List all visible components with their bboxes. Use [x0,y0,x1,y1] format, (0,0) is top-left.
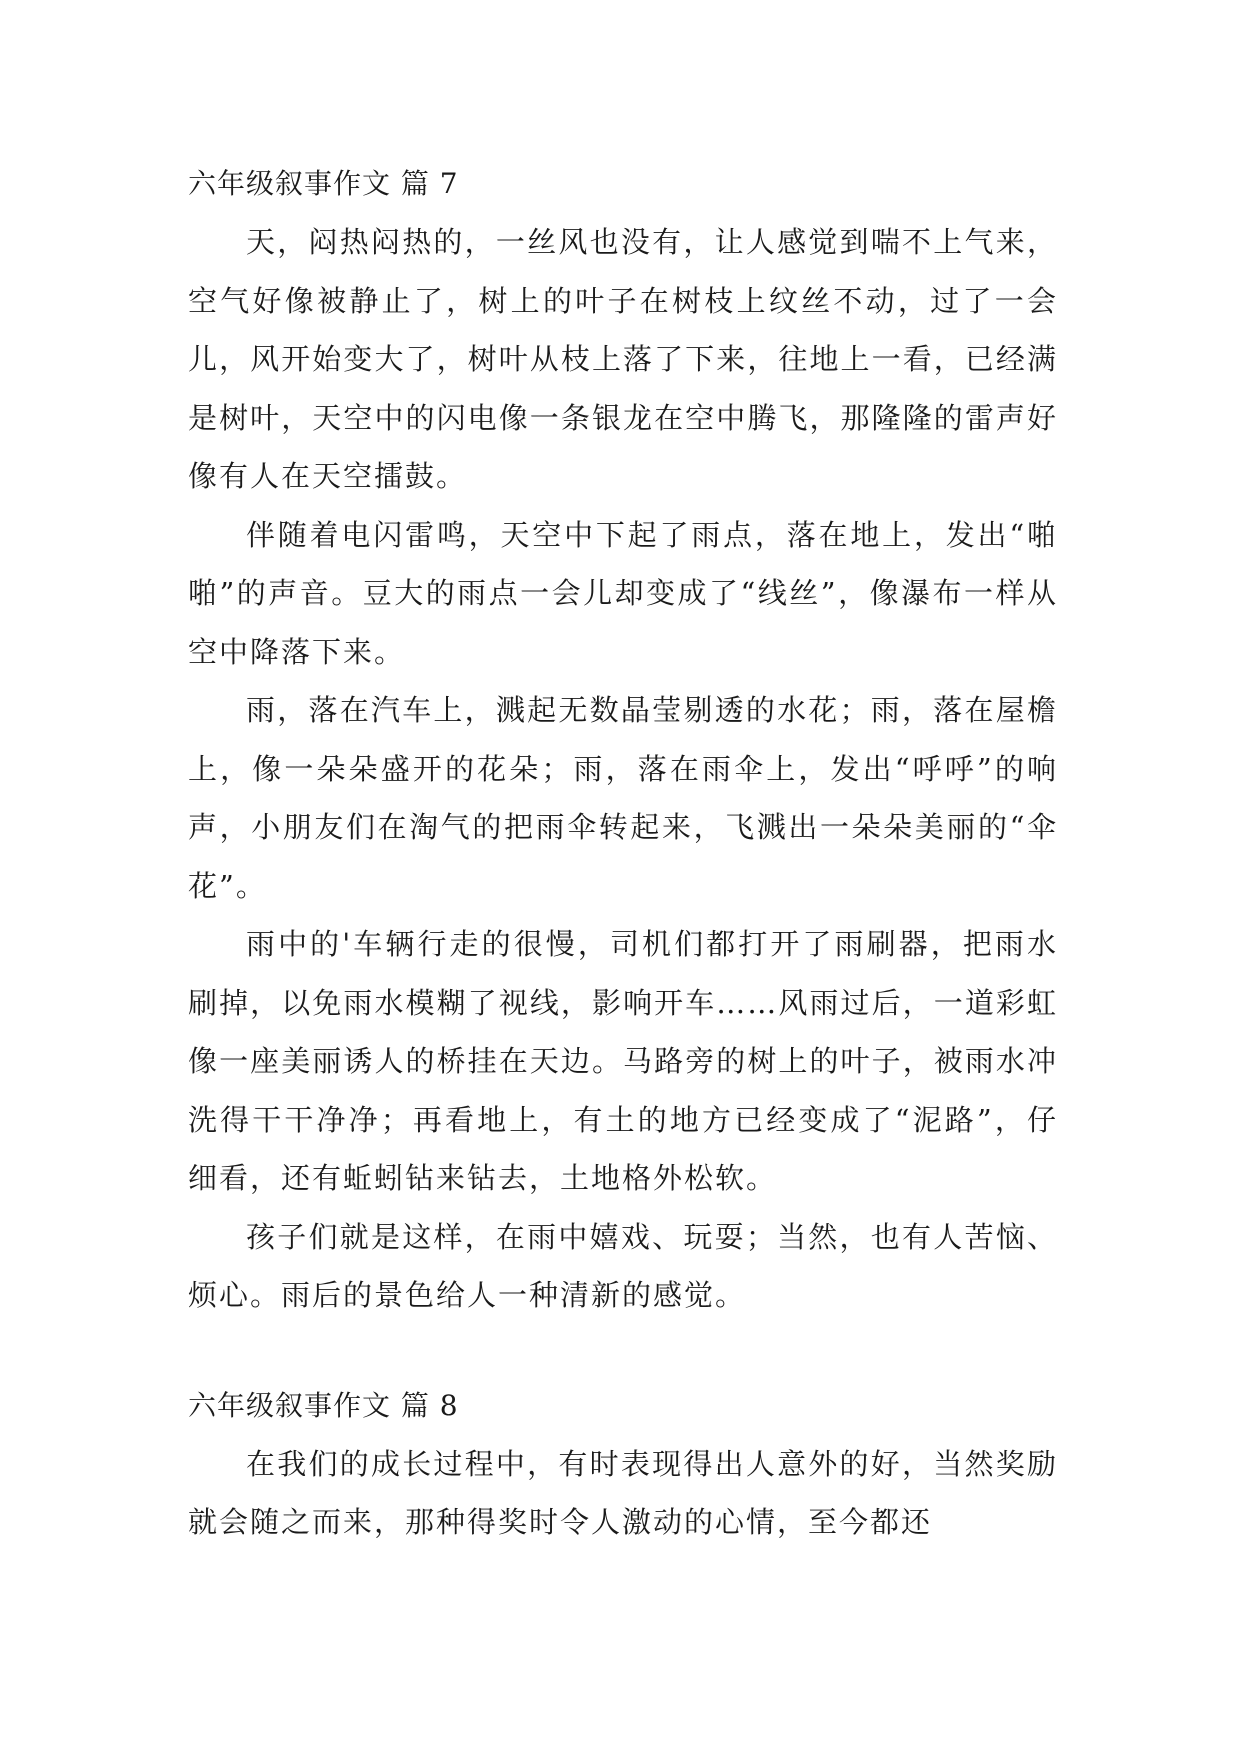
paragraph: 雨，落在汽车上，溅起无数晶莹剔透的水花；雨，落在屋檐上，像一朵朵盛开的花朵；雨，落在雨伞上，发出“呼呼”的响声，小朋友们在淘气的把雨伞转起来，飞溅出一朵朵美丽的“伞花”。 [188,693,1058,903]
paragraph: 孩子们就是这样，在雨中嬉戏、玩耍；当然，也有人苦恼、烦心。雨后的景色给人一种清新的感觉。 [188,1219,1058,1312]
essay-section-8 [188,1377,1058,1552]
paragraph: 雨中的'车辆行走的很慢，司机们都打开了雨刷器，把雨水刷掉，以免雨水模糊了视线，影响开车……风雨过后，一道彩虹像一座美丽诱人的桥挂在天边。马路旁的树上的叶子，被雨水冲洗得干干净净；再看地上，有土的地方已经变成了“泥路”，仔细看，还有蚯蚓钻来钻去，土地格外松软。 [188,927,1058,1195]
section-heading: 六年级叙事作文 篇 8 [188,1388,459,1422]
essay-section-7 [188,155,1058,1325]
paragraph: 天，闷热闷热的，一丝风也没有，让人感觉到喘不上气来，空气好像被静止了，树上的叶子在树枝上纹丝不动，过了一会儿，风开始变大了，树叶从枝上落了下来，往地上一看，已经满是树叶，天空中的闪电像一条银龙在空中腾飞，那隆隆的雷声好像有人在天空擂鼓。 [188,225,1058,493]
section-heading: 六年级叙事作文 篇 7 [188,167,459,200]
paragraph: 在我们的成长过程中，有时表现得出人意外的好，当然奖励就会随之而来，那种得奖时令人激动的心情，至今都还 [188,1446,1058,1539]
paragraph: 伴随着电闪雷鸣，天空中下起了雨点，落在地上，发出“啪啪”的声音。豆大的雨点一会儿却变成了“线丝”，像瀑布一样从空中降落下来。 [188,517,1058,669]
document-content [188,155,1058,1552]
